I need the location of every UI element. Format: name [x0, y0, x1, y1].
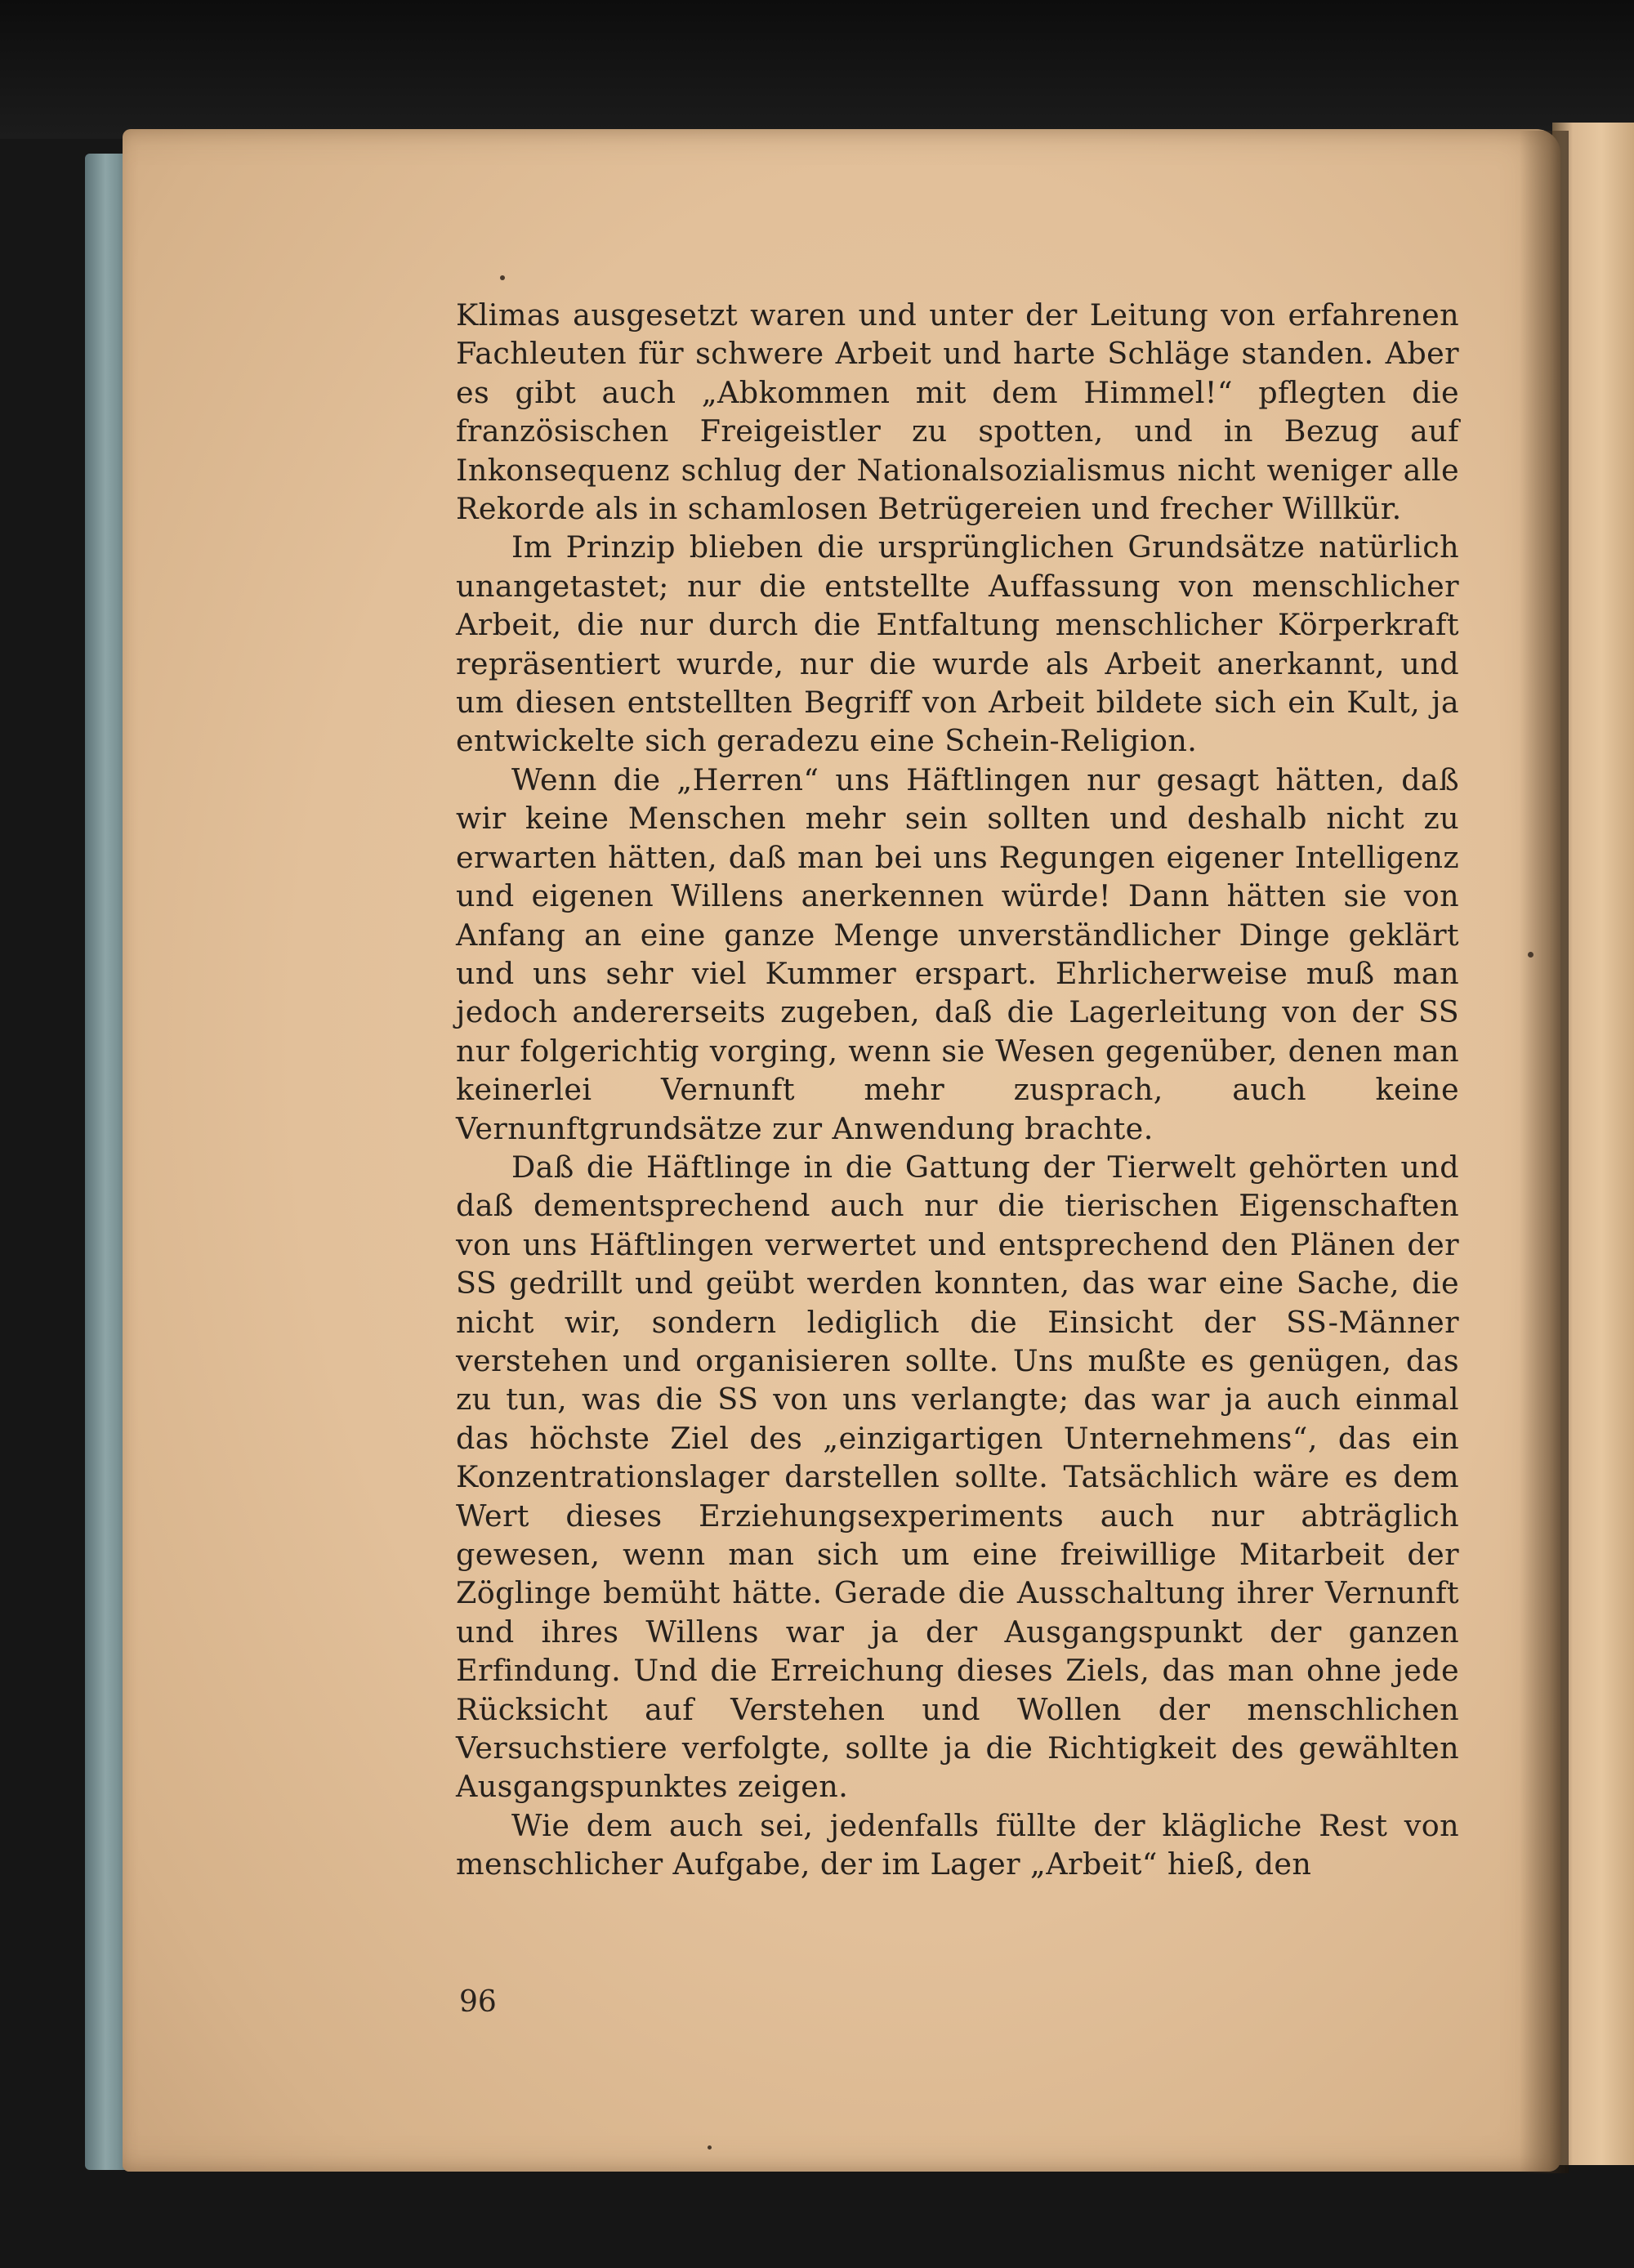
photo-backdrop — [0, 0, 1634, 139]
paragraph: Wenn die „Herren“ uns Häftlingen nur gesagt hätten, daß wir keine Menschen mehr sein sollten und deshalb nicht zu erwarten hätten, daß man bei uns Regungen eigener Intelligenz und eigenen Willens anerkennen würde! Dann hätten sie von Anfang an eine ganze Menge unverständlicher Dinge geklärt und uns sehr viel Kummer erspart. Ehrlicherweise muß man jedoch andererseits zugeben, daß die Lagerleitung von der SS nur folgerichtig vorging, wenn sie Wesen gegenüber, denen man keinerlei Vernunft mehr zusprach, auch keine Vernunftgrundsätze zur Anwendung brachte. — [456, 761, 1459, 1146]
paragraph: Wie dem auch sei, jedenfalls füllte der klägliche Rest von menschlicher Aufgabe, der im Lager „Arbeit“ hieß, den — [456, 1807, 1459, 1882]
paragraph: Im Prinzip blieben die ursprünglichen Grundsätze natürlich unangetastet; nur die entstellte Auffassung von menschlicher Arbeit, die nur durch die Entfaltung menschlicher Körperkraft repräsentiert wurde, nur die wurde als Arbeit anerkannt, und um diesen entstellten Begriff von Arbeit bildete sich ein Kult, ja entwickelte sich geradezu eine Schein-Religion. — [456, 529, 1459, 759]
paper-speck — [500, 275, 505, 280]
paragraph: Daß die Häftlinge in die Gattung der Tierwelt gehörten und daß dementsprechend auch nur die tierischen Eigenschaften von uns Häftlingen verwertet und entsprechend den Plänen der SS gedrillt und geübt werden konnten, das war eine Sache, die nicht wir, sondern lediglich die Einsicht der SS-Männer verstehen und organisieren sollte. Uns mußte es genügen, das zu tun, was die SS von uns verlangte; das war ja auch einmal das höchste Ziel des „einzigartigen Unternehmens“, das ein Konzentrationslager darstellen sollte. Tatsächlich wäre es dem Wert dieses Erziehungsexperiments auch nur abträglich gewesen, wenn man sich um eine freiwillige Mitarbeit der Zöglinge bemüht hätte. Gerade die Ausschaltung ihrer Vernunft und ihres Willens war ja der Ausgangspunkt der ganzen Erfindung. Und die Erreichung dieses Ziels, das man ohne jede Rücksicht auf Verstehen und Wollen der menschlichen Versuchstiere verfolgte, sollte ja die Richtigkeit des gewählten Ausgangspunktes zeigen. — [456, 1149, 1459, 1805]
paper-speck — [708, 2145, 712, 2150]
page-number: 96 — [459, 1985, 497, 2019]
paper-speck — [1528, 952, 1534, 958]
paragraph: Klimas ausgesetzt waren und unter der Leitung von erfahrenen Fachleuten für schwere Arbeit und harte Schläge standen. Aber es gibt auch „Abkommen mit dem Himmel!“ pflegten die französischen Freigeistler zu spotten, und in Bezug auf Inkonsequenz schlug der Nationalsozialismus nicht weniger alle Rekorde als in schamlosen Betrügereien und frecher Willkür. — [456, 297, 1459, 527]
body-text — [456, 296, 1459, 1884]
page-gutter-shadow — [1520, 131, 1569, 2173]
